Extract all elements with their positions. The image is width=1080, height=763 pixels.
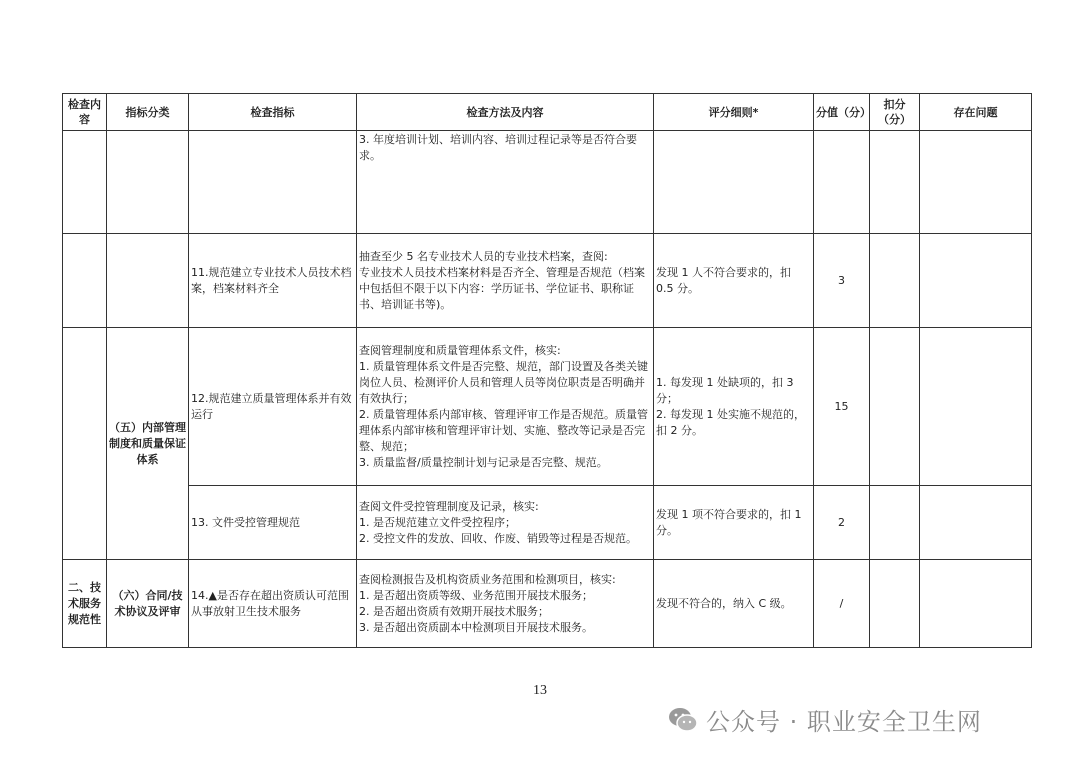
content-2-cell: 二、技术服务规范性 <box>63 560 107 648</box>
indicator-cell: 11.规范建立专业技术人员技术档案，档案材料齐全 <box>189 234 357 328</box>
issue-cell <box>920 131 1032 234</box>
rule-cell: 发现不符合的，纳入 C 级。 <box>654 560 814 648</box>
method-cell: 抽查至少 5 名专业技术人员的专业技术档案，查阅: 专业技术人员技术档案材料是否齐全、管理是否规范（档案中包括但不限于以下内容：学历证书、学位证书、职称证书、培训证书等)。 <box>357 234 654 328</box>
method-cell: 查阅文件受控管理制度及记录，核实: 1. 是否规范建立文件受控程序； 2. 受控文件的发放、回收、作废、销毁等过程是否规范。 <box>357 486 654 560</box>
rule-cell <box>654 131 814 234</box>
content-cell <box>63 131 107 234</box>
header-score: 分值（分） <box>814 94 870 131</box>
deduct-cell <box>870 560 920 648</box>
table-row <box>63 234 1032 328</box>
deduct-cell <box>870 234 920 328</box>
method-cell: 查阅检测报告及机构资质业务范围和检测项目，核实: 1. 是否超出资质等级、业务范围开展技术服务； 2. 是否超出资质有效期开展技术服务； 3. 是否超出资质副本中检测项目开展技术服务。 <box>357 560 654 648</box>
category-cell <box>107 234 189 328</box>
header-content: 检查内容 <box>63 94 107 131</box>
issue-cell <box>920 234 1032 328</box>
inspection-table <box>62 93 1032 648</box>
table-header-row <box>63 94 1032 131</box>
header-category: 指标分类 <box>107 94 189 131</box>
table-row <box>63 131 1032 234</box>
score-cell: / <box>814 560 870 648</box>
indicator-cell: 12.规范建立质量管理体系并有效运行 <box>189 328 357 486</box>
rule-cell: 发现 1 项不符合要求的，扣 1 分。 <box>654 486 814 560</box>
wechat-icon <box>668 707 698 733</box>
deduct-cell <box>870 131 920 234</box>
table-row <box>63 486 1032 560</box>
score-cell: 2 <box>814 486 870 560</box>
method-cell: 3. 年度培训计划、培训内容、培训过程记录等是否符合要求。 <box>357 131 654 234</box>
header-issue: 存在问题 <box>920 94 1032 131</box>
watermark-text: 公众号 · 职业安全卫生网 <box>706 708 982 736</box>
rule-cell: 1. 每发现 1 处缺项的，扣 3 分； 2. 每发现 1 处实施不规范的，扣 2 分。 <box>654 328 814 486</box>
header-indicator: 检查指标 <box>189 94 357 131</box>
deduct-cell <box>870 328 920 486</box>
category-5-cell: （五）内部管理制度和质量保证体系 <box>107 328 189 560</box>
indicator-cell: 14.▲是否存在超出资质认可范围从事放射卫生技术服务 <box>189 560 357 648</box>
score-cell <box>814 131 870 234</box>
score-cell: 15 <box>814 328 870 486</box>
score-cell: 3 <box>814 234 870 328</box>
header-rule: 评分细则* <box>654 94 814 131</box>
table-row <box>63 560 1032 648</box>
watermark <box>668 702 982 737</box>
page-number: 13 <box>533 683 547 698</box>
deduct-cell <box>870 486 920 560</box>
category-6-cell: （六）合同/技术协议及评审 <box>107 560 189 648</box>
header-method: 检查方法及内容 <box>357 94 654 131</box>
table-row <box>63 328 1032 486</box>
category-cell <box>107 131 189 234</box>
method-cell: 查阅管理制度和质量管理体系文件，核实: 1. 质量管理体系文件是否完整、规范，部门设置及各类关键岗位人员、检测评价人员和管理人员等岗位职责是否明确并有效执行； 2. 质量管理体系内部审核、管理评审工作是否规范。质量管理体系内部审核和管理评审计划、实施、整改等记录是否完整、规范； 3. 质量监督/质量控制计划与记录是否完整、规范。 <box>357 328 654 486</box>
rule-cell: 发现 1 人不符合要求的，扣 0.5 分。 <box>654 234 814 328</box>
indicator-cell: 13. 文件受控管理规范 <box>189 486 357 560</box>
content-cell <box>63 328 107 560</box>
issue-cell <box>920 328 1032 486</box>
issue-cell <box>920 560 1032 648</box>
indicator-cell <box>189 131 357 234</box>
content-cell <box>63 234 107 328</box>
issue-cell <box>920 486 1032 560</box>
header-deduct: 扣分（分） <box>870 94 920 131</box>
